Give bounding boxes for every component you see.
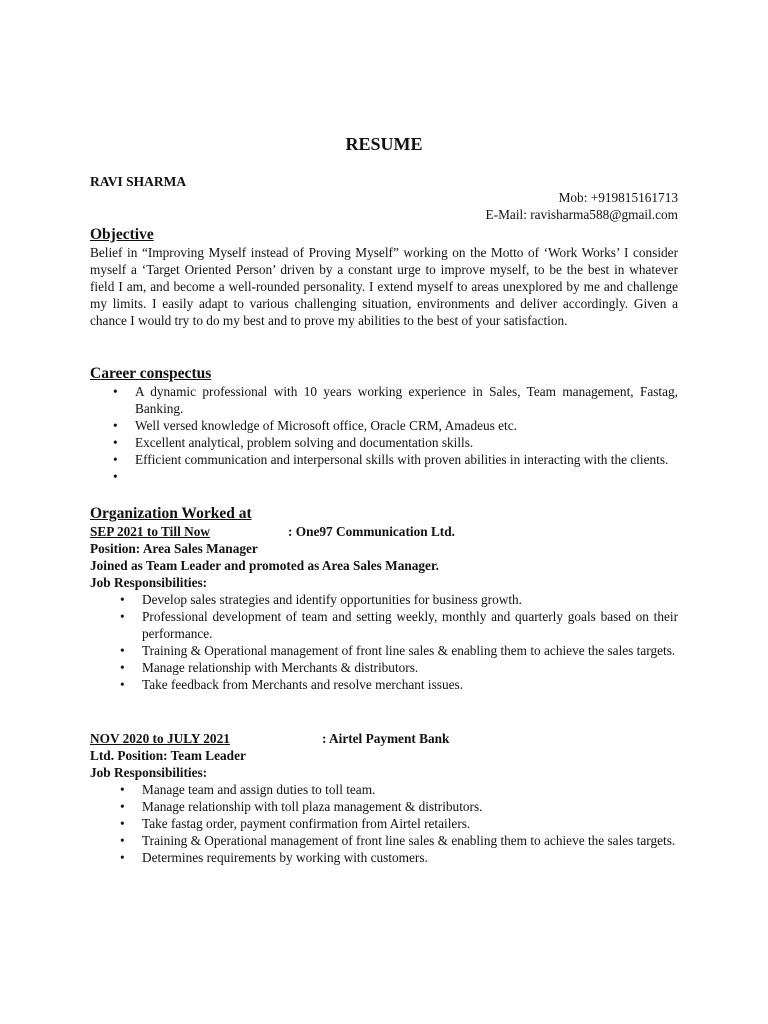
job-position: Ltd. Position: Team Leader [90,748,246,763]
responsibility-item: • Manage relationship with Merchants & distributors. [90,659,678,676]
job-period: NOV 2020 to JULY 2021 [90,731,230,746]
job-period: SEP 2021 to Till Now [90,524,210,539]
job-position: Position: Area Sales Manager [90,541,258,556]
responsibility-item: • Manage relationship with toll plaza management & distributors. [90,798,678,815]
job-company: : One97 Communication Ltd. [288,524,455,539]
organization-section [90,505,678,693]
responsibility-item: • Take fastag order, payment confirmation from Airtel retailers. [90,815,678,832]
candidate-name: RAVI SHARMA [90,174,187,189]
email-address: E-Mail: ravisharma588@gmail.com [485,207,678,222]
responsibility-item: • Manage team and assign duties to toll team. [90,781,678,798]
responsibility-item: • Develop sales strategies and identify opportunities for business growth. [90,591,678,608]
career-item-empty [90,468,678,485]
responsibility-item: • Training & Operational management of front line sales & enabling them to achieve the sales targets. [90,642,678,659]
contact-block [486,189,678,223]
objective-heading: Objective [90,226,154,243]
job-period-row [90,730,678,747]
career-heading: Career conspectus [90,365,212,382]
job-responsibilities-heading: Job Responsibilities: [90,575,208,590]
organization-heading: Organization Worked at [90,505,252,522]
responsibility-item: • Determines requirements by working with customers. [90,849,678,866]
responsibility-item: • Professional development of team and setting weekly, monthly and quarterly goals based on their performance. [90,608,678,642]
job-entry-2 [90,730,678,866]
job-period-row [90,523,678,540]
job-responsibilities-heading: Job Responsibilities: [90,765,208,780]
career-item: • Excellent analytical, problem solving and documentation skills. [90,434,678,451]
career-item: • A dynamic professional with 10 years working experience in Sales, Team management, Fastag, Banking. [90,383,678,417]
job-note: Joined as Team Leader and promoted as Area Sales Manager. [90,558,439,573]
career-list [90,383,678,485]
objective-text: Belief in “Improving Myself instead of Proving Myself” working on the Motto of ‘Work Works’ I consider myself a ‘Target Oriented Person’ driven by a constant urge to improve myself, to be the best in whatever field I am, and become a well-rounded personality. I extend myself to areas unexplored by me and challenge my limits. I easily adapt to various challenging situation, environments and deliver accordingly. Given a chance I would try to do my best and to prove my abilities to the best of your satisfaction. [90,245,678,328]
career-item: • Well versed knowledge of Microsoft office, Oracle CRM, Amadeus etc. [90,417,678,434]
responsibility-item: • Training & Operational management of front line sales & enabling them to achieve the sales targets. [90,832,678,849]
career-section [90,365,678,485]
document-title: RESUME [345,134,423,154]
job-responsibilities-list [90,781,678,866]
job-responsibilities-list [90,591,678,693]
mobile-number: Mob: +919815161713 [558,190,678,205]
responsibility-item: • Take feedback from Merchants and resolve merchant issues. [90,676,678,693]
job-company: : Airtel Payment Bank [322,731,450,746]
objective-section [90,226,678,329]
career-item: • Efficient communication and interpersonal skills with proven abilities in interacting with the clients. [90,451,678,468]
